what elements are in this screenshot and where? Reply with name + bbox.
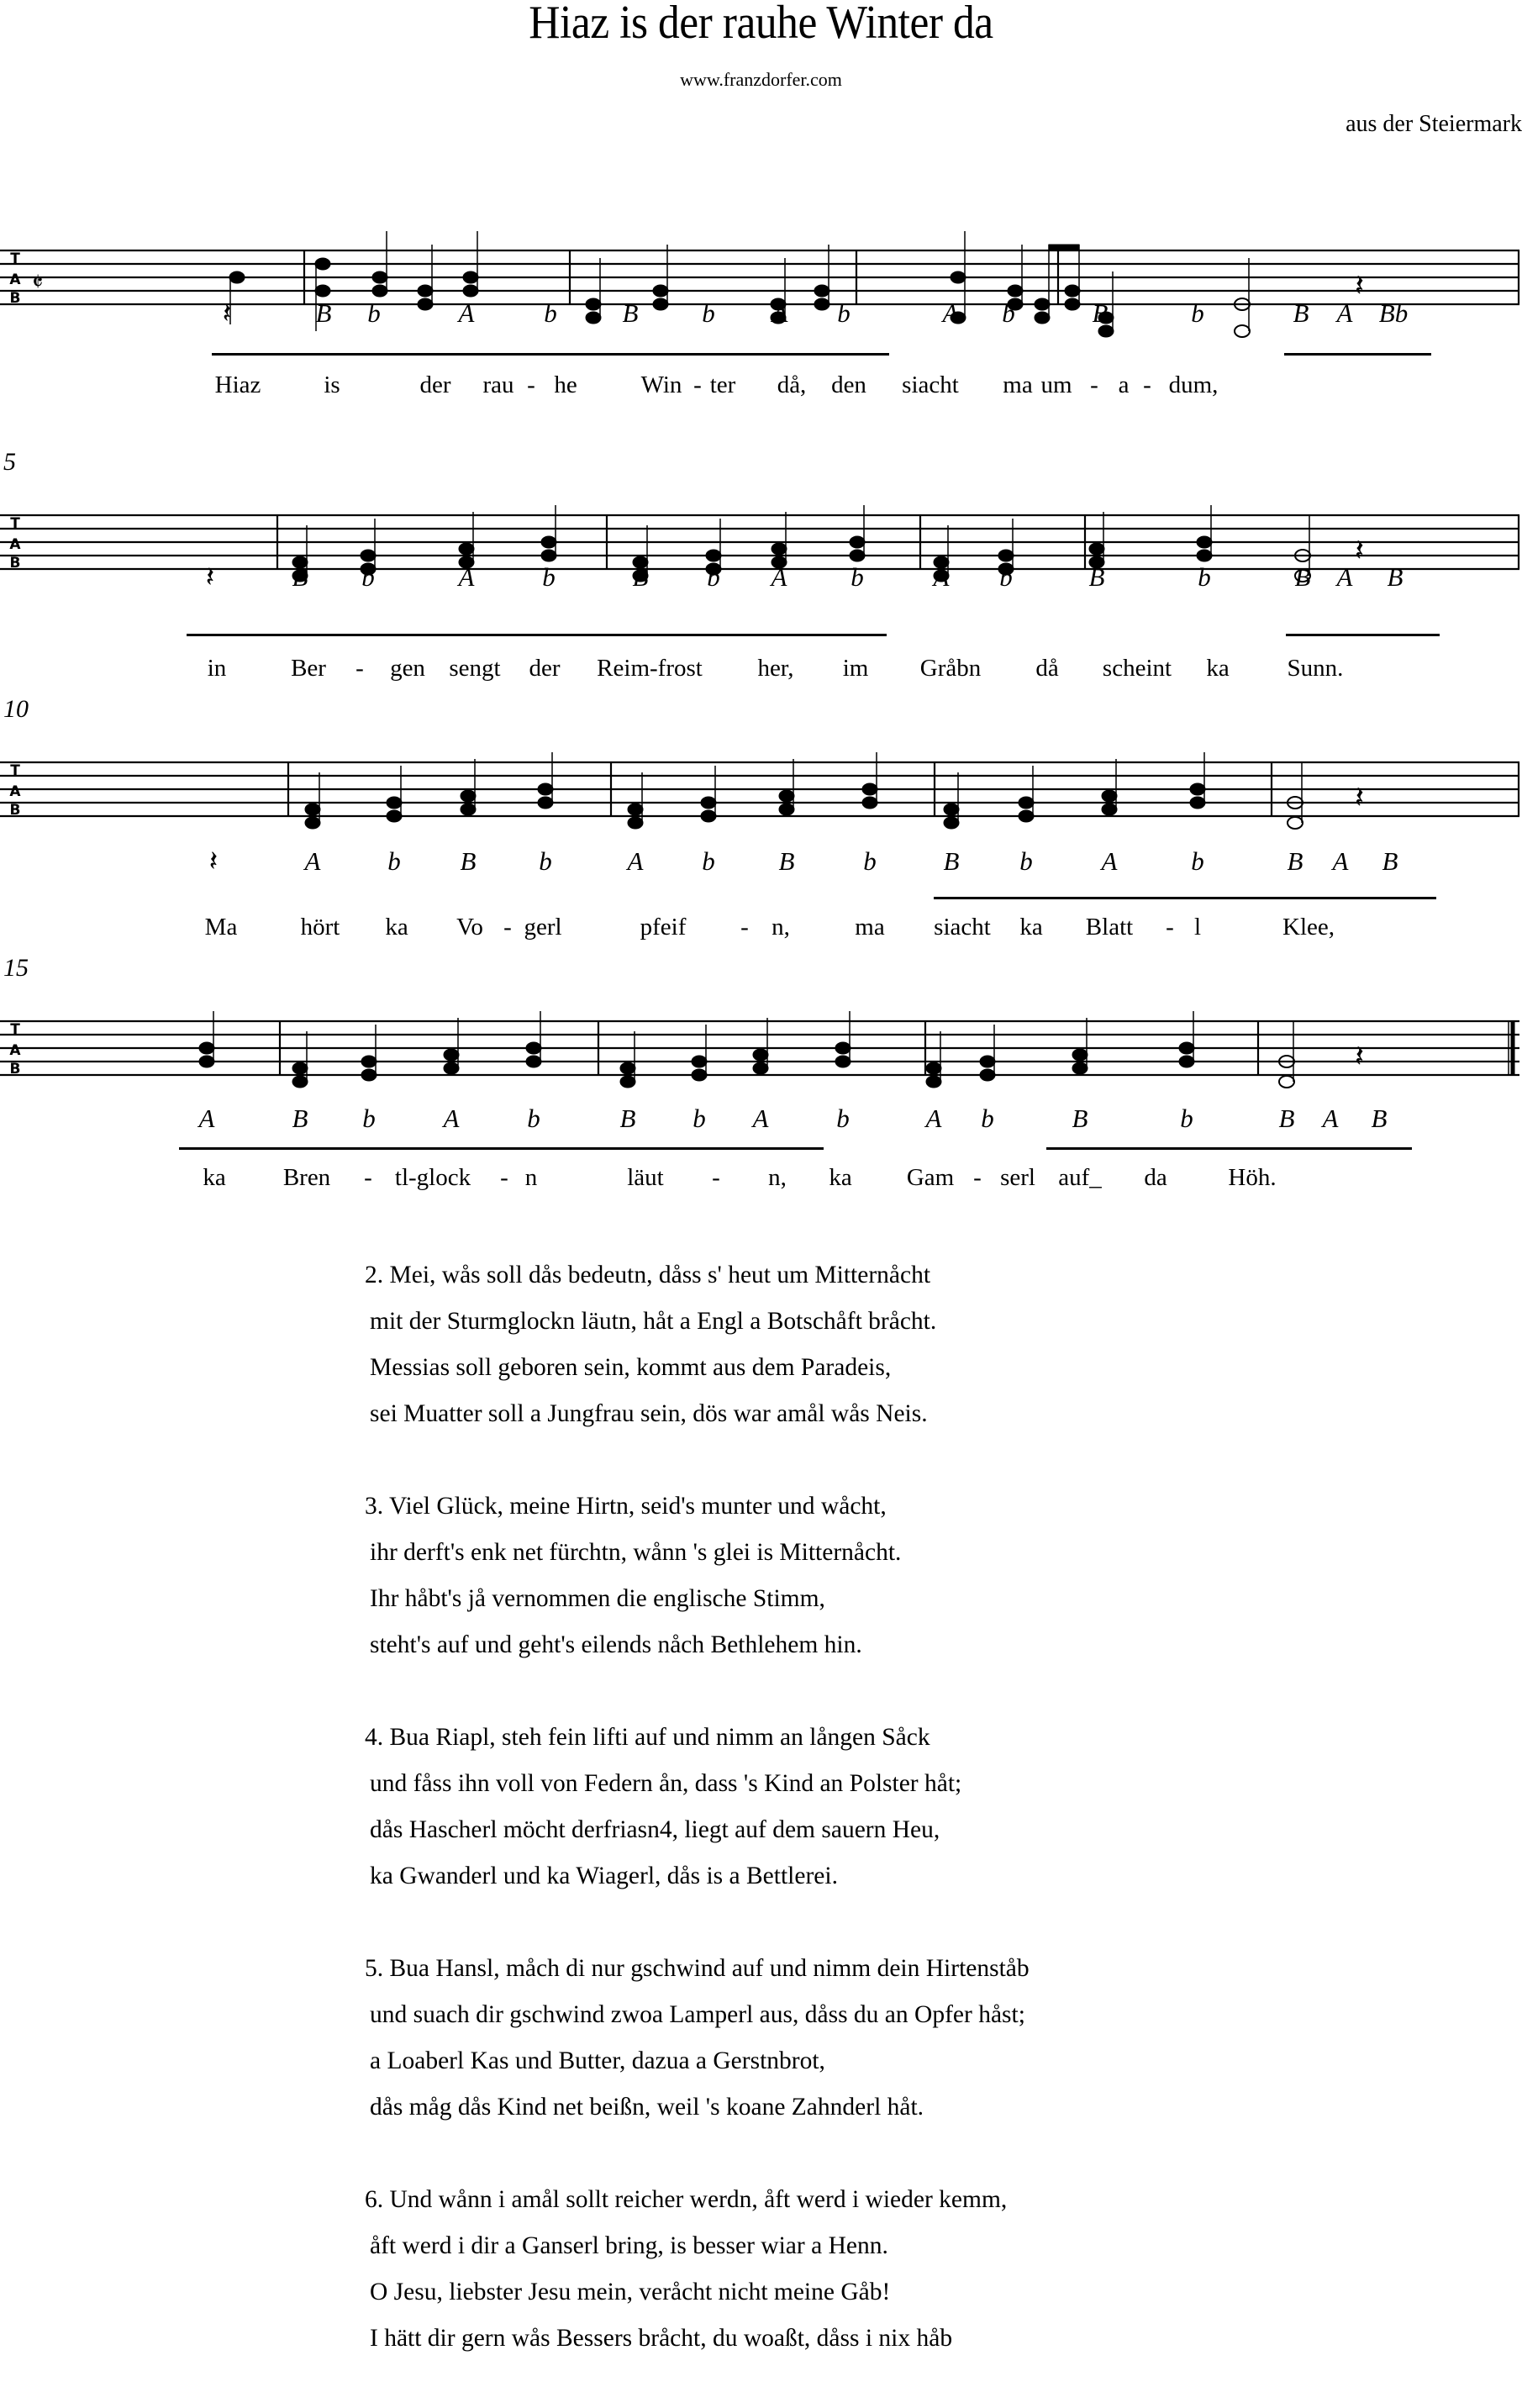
lyric-syllable: ter [709,371,736,398]
rest-icon: 𝄽 [222,298,232,329]
chord-symbol: B [1382,846,1398,876]
verse-2 [365,1252,1030,1437]
svg-text:A: A [9,1042,21,1059]
verse-line: steht's auf und geht's eilends nåch Bethlehem hin. [370,1631,862,1658]
lyric-syllable: l [1193,914,1202,941]
chord-symbol: b [362,1104,376,1133]
lyric-syllable: gen [390,655,425,682]
verse-line: 2. Mei, wås soll dås bedeutn, dåss s' heut um Mitternåcht [365,1262,931,1288]
lyric-syllable: då [1035,655,1059,682]
lyric-syllable: siacht [934,914,991,941]
chord-symbol: B [1278,1104,1295,1133]
chord-symbol: B [1371,1104,1388,1133]
chord-symbol: B [1293,298,1309,328]
lyric-syllable: ka [1019,914,1043,941]
chord-symbol: A [1336,298,1353,328]
lyric-syllable: - [500,1164,508,1191]
chord-symbol: b [863,846,877,876]
chord-symbol: b [1191,846,1204,876]
chord-symbol: B [1092,298,1109,328]
chord-symbol: b [387,846,401,876]
lyric-syllable: Blatt [1085,914,1134,941]
chord-symbol: B [1072,1104,1088,1133]
lyric-syllable: hört [300,914,340,941]
chord-symbol: A [772,298,788,328]
lyric-syllable: Reim-frost [597,655,703,682]
chord-symbol: b [1019,846,1033,876]
verse-line: Messias soll geboren sein, kommt aus dem Paradeis, [370,1354,892,1381]
song-title: Hiaz is der rauhe Winter da [529,0,993,49]
verse-line: und suach dir gschwind zwoa Lamperl aus, dåss du an Opfer håst; [370,2001,1025,2028]
lyric-syllable: Klee, [1282,914,1335,941]
measure-number: 10 [3,695,29,723]
svg-text:T: T [10,1021,20,1038]
verse-line: Ihr håbt's jå vernommen die englische Stimm, [370,1585,825,1612]
lyric-syllable: - [740,914,749,941]
chord-symbol: A [458,562,475,592]
lyric-syllable: - [693,371,702,398]
chord-symbol: b [361,562,375,592]
chord-symbol: A [771,562,787,592]
chord-symbol: b [702,846,715,876]
chord-symbol: b [981,1104,994,1133]
verse-line: ihr derft's enk net fürchtn, wånn 's glei is Mitternåcht. [370,1539,902,1566]
chord-symbol: B [619,1104,636,1133]
lyric-syllable: Vo [456,914,483,941]
verse-line: mit der Sturmglockn läutn, håt a Engl a Botschåft bråcht. [370,1308,937,1335]
lyric-syllable: ka [829,1164,852,1191]
svg-text:B: B [9,802,21,819]
lyric-syllable: Höh. [1228,1164,1277,1191]
verse-4 [365,1715,1030,1900]
chord-symbol: A [752,1104,769,1133]
chord-symbol: A [1336,562,1353,592]
svg-text:T: T [10,762,20,779]
chord-symbol: A [198,1104,215,1133]
chord-symbol: b [1180,1104,1193,1133]
lyric-syllable: her, [757,655,794,682]
verse-line: åft werd i dir a Ganserl bring, is besser wiar a Henn. [370,2232,888,2259]
rest-icon: 𝄽 [208,846,219,877]
chord-symbol: b [539,846,552,876]
lyric-syllable: in [207,655,227,682]
chord-symbol: b [707,562,720,592]
rest-icon: 𝄽 [1355,1040,1365,1073]
lyric-syllable: dum, [1168,371,1219,398]
rest-icon: 𝄽 [1355,781,1365,814]
lyric-syllable: ka [203,1164,226,1191]
svg-text:T: T [10,250,20,267]
verse-line: sei Muatter soll a Jungfrau sein, dös war amål wås Neis. [370,1400,928,1427]
lyric-syllable: n [524,1164,538,1191]
chord-symbol: B [460,846,477,876]
chord-symbol: b [851,562,864,592]
lyric-syllable: rau [482,371,514,398]
chord-symbol: b [837,298,851,328]
svg-text:A: A [9,783,21,800]
svg-text:B: B [9,290,21,307]
lyric-syllable: der [529,655,561,682]
lyric-syllable: ma [855,914,885,941]
chord-extender-line [1046,1147,1412,1150]
lyric-syllable: gerl [524,914,562,941]
tab-clef-icon [9,1021,21,1078]
chord-symbol: A [443,1104,460,1133]
chord-symbol: B [778,846,795,876]
chord-symbol: B [943,846,960,876]
lyric-syllable: um [1040,371,1072,398]
lyric-syllable: he [554,371,577,398]
lyric-syllable: Bren [282,1164,331,1191]
svg-text:B: B [9,1061,21,1078]
lyric-syllable: - [973,1164,982,1191]
svg-text:B: B [9,555,21,572]
lyric-syllable: da [1144,1164,1167,1191]
chord-symbol: A [942,298,959,328]
chord-symbol: B [622,298,639,328]
chord-symbol: b [527,1104,540,1133]
cut-time-icon: 𝄵 [32,269,44,297]
lyric-syllable: siacht [902,371,959,398]
lyric-syllable: ma [1003,371,1033,398]
website-credit: www.franzdorfer.com [680,69,842,90]
verse-line: dås Hascherl möcht derfriasn4, liegt auf dem sauern Heu, [370,1816,940,1843]
chord-symbol: B [1387,562,1404,592]
verse-line: 3. Viel Glück, meine Hirtn, seid's munter und wåcht, [365,1493,887,1520]
lyric-syllable: ka [385,914,408,941]
lyric-syllable: tl-glock [394,1164,471,1191]
verse-line: ka Gwanderl und ka Wiagerl, dås is a Bettlerei. [370,1863,838,1889]
rest-icon: 𝄽 [1355,269,1365,303]
chord-symbol: b [836,1104,850,1133]
lyric-syllable: Hiaz [214,371,261,398]
verse-line: dås måg dås Kind net beißn, weil 's koane Zahnderl håt. [370,2094,924,2121]
lyric-syllable: den [831,371,866,398]
lyric-syllable: n, [772,914,790,941]
chord-symbol: A [1332,846,1349,876]
chord-symbol: b [1198,562,1211,592]
chord-symbol: B [632,562,649,592]
chord-symbol: A [1322,1104,1339,1133]
chord-symbol: B [292,562,308,592]
lyric-syllable: - [712,1164,720,1191]
chord-symbol: A [1101,846,1118,876]
lyric-syllable: - [364,1164,372,1191]
lyric-syllable: Ma [204,914,238,941]
chord-symbol: b [1002,298,1015,328]
verse-3 [365,1483,1030,1668]
verse-line: und fåss ihn voll von Federn ån, dass 's Kind an Polster håt; [370,1770,962,1797]
verse-line: I hätt dir gern wås Bessers bråcht, du woaßt, dåss i nix håb [370,2325,953,2352]
lyric-syllable: Gråbn [919,655,982,682]
chord-symbol: Bb [1378,298,1409,328]
lyric-syllable: då, [777,371,807,398]
lyric-syllable: im [842,655,869,682]
lyric-syllable: a [1118,371,1130,398]
chord-symbol: b [693,1104,706,1133]
lyric-syllable: is [324,371,340,398]
lyric-syllable: sengt [449,655,501,682]
chord-symbol: A [933,562,950,592]
verse-5 [365,1946,1030,2131]
chord-extender-line [179,1147,824,1150]
verse-line: 5. Bua Hansl, måch di nur gschwind auf und nimm dein Hirtenståb [365,1955,1030,1982]
chord-symbol: B [1287,846,1303,876]
verse-line: 4. Bua Riapl, steh fein lifti auf und nimm an lången Såck [365,1724,930,1751]
svg-text:A: A [9,271,21,288]
chord-symbol: B [1088,562,1105,592]
lyric-syllable: n, [768,1164,787,1191]
chord-symbol: b [367,298,381,328]
verse-line: O Jesu, liebster Jesu mein, veråcht nicht meine Gåb! [370,2279,891,2305]
rest-icon: 𝄽 [1355,534,1365,567]
lyric-syllable: Sunn. [1287,655,1344,682]
chord-symbol: b [702,298,715,328]
verses [365,1252,1030,2408]
chord-symbol: b [1191,298,1204,328]
lyric-syllable: Ber [291,655,326,682]
lyric-syllable: läut [627,1164,664,1191]
lyric-syllable: - [1143,371,1151,398]
chord-symbol: B [1294,562,1311,592]
verse-6 [365,2177,1030,2362]
lyric-syllable: - [527,371,535,398]
svg-text:A: A [9,536,21,553]
measure-number: 5 [3,448,16,476]
song-origin: aus der Steiermark [1346,111,1522,137]
measure-number: 15 [3,954,29,982]
chord-symbol: A [304,846,321,876]
lyric-syllable: - [1090,371,1098,398]
lyric-syllable: pfeif [640,914,687,941]
verse-line: 6. Und wånn i amål sollt reicher werdn, åft werd i wieder kemm, [365,2186,1008,2213]
chord-symbol: B [315,298,332,328]
lyric-syllable: Gam [906,1164,955,1191]
lyric-syllable: Win [640,371,682,398]
lyric-syllable: - [503,914,512,941]
chord-symbol: A [925,1104,942,1133]
lyric-syllable: scheint [1102,655,1172,682]
lyric-syllable: - [355,655,364,682]
lyric-syllable: serl [1000,1164,1035,1191]
chord-symbol: A [458,298,475,328]
rest-icon: 𝄽 [205,562,215,593]
chord-symbol: b [542,562,556,592]
chord-symbol: b [999,562,1013,592]
chord-symbol: B [292,1104,308,1133]
svg-text:T: T [10,515,20,532]
chord-symbol: b [544,298,557,328]
verse-line: a Loaberl Kas und Butter, dazua a Gerstnbrot, [370,2047,825,2074]
lyric-syllable: ka [1206,655,1230,682]
lyric-syllable: der [419,371,451,398]
lyric-syllable: - [1166,914,1174,941]
chord-symbol: A [627,846,644,876]
lyric-syllable: auf_ [1058,1164,1102,1191]
